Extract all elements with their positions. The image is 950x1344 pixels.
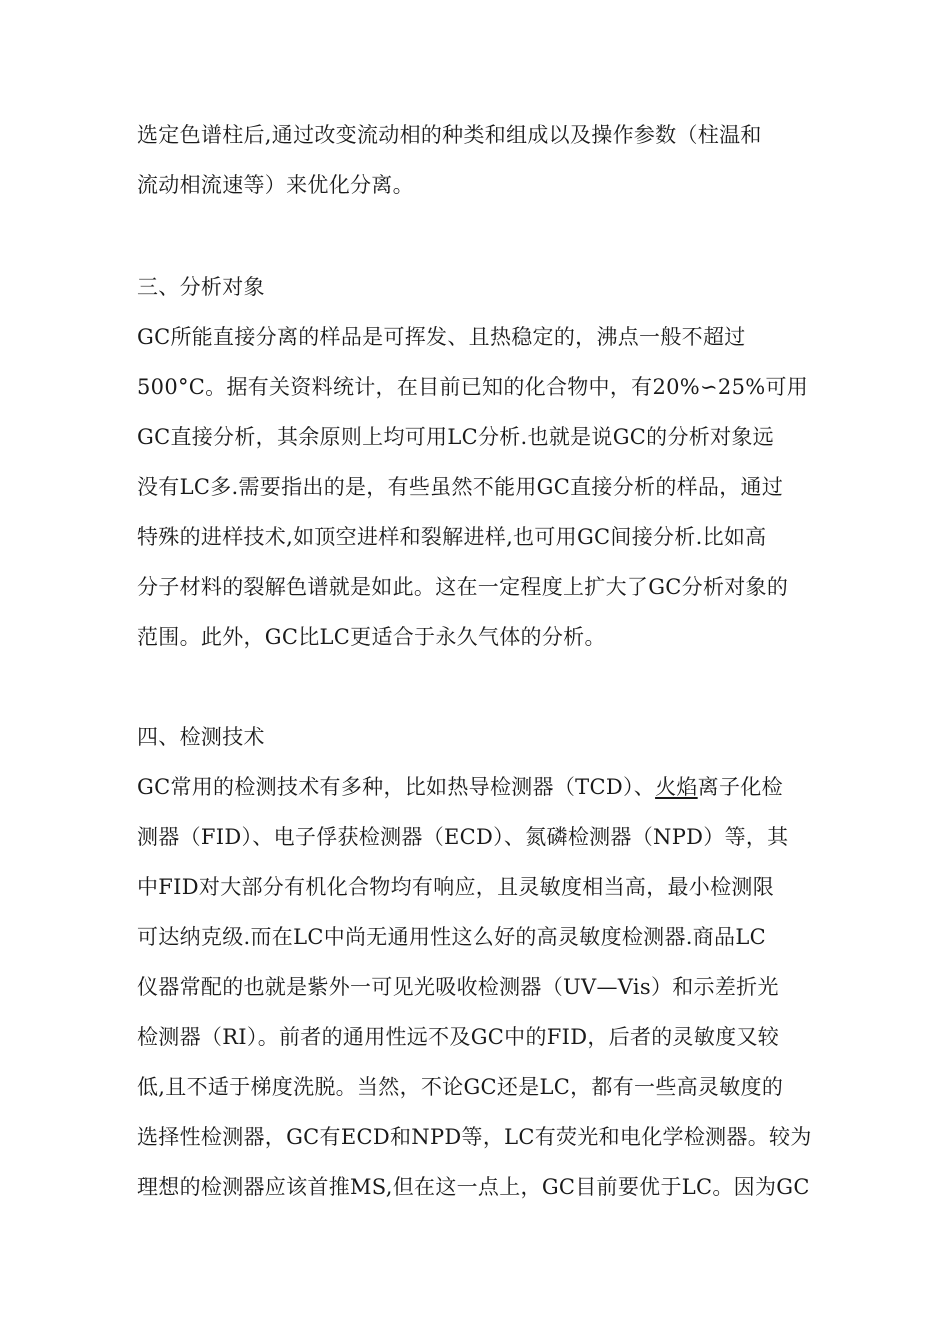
line-text: 离子化检 [697, 775, 783, 799]
intro-line-2: 流动相流速等）来优化分离。 [137, 173, 414, 197]
section-three-line-6: 分子材料的裂解色谱就是如此。这在一定程度上扩大了GC分析对象的 [137, 575, 789, 599]
section-four-line-1 [137, 772, 783, 802]
section-three-heading: 三、分析对象 [137, 275, 265, 299]
section-four-line-8: 选择性检测器，GC有ECD和NPD等，LC有荧光和电化学检测器。较为 [137, 1125, 812, 1149]
section-three-line-3: GC直接分析，其余原则上均可用LC分析.也就是说GC的分析对象远 [137, 425, 774, 449]
section-three-line-5: 特殊的进样技术,如顶空进样和裂解进样,也可用GC间接分析.比如高 [137, 525, 767, 549]
section-four-line-9: 理想的检测器应该首推MS,但在这一点上，GC目前要优于LC。因为GC [137, 1175, 810, 1199]
intro-line-1: 选定色谱柱后,通过改变流动相的种类和组成以及操作参数（柱温和 [137, 123, 762, 147]
section-four-line-2: 测器（FID）、电子俘获检测器（ECD）、氮磷检测器（NPD）等，其 [137, 825, 789, 849]
section-four-line-4: 可达纳克级.而在LC中尚无通用性这么好的高灵敏度检测器.商品LC [137, 925, 766, 949]
section-four-line-7: 低,且不适于梯度洗脱。当然，不论GC还是LC，都有一些高灵敏度的 [137, 1075, 784, 1099]
line-text: GC常用的检测技术有多种，比如热导检测器（TCD）、 [137, 775, 656, 799]
flame-link[interactable]: 火焰 [655, 775, 698, 799]
section-four-line-3: 中FID对大部分有机化合物均有响应，且灵敏度相当高，最小检测限 [137, 875, 775, 899]
section-three-line-4: 没有LC多.需要指出的是，有些虽然不能用GC直接分析的样品，通过 [137, 475, 784, 499]
section-four-heading: 四、检测技术 [137, 725, 265, 749]
section-four-line-5: 仪器常配的也就是紫外一可见光吸收检测器（UV—Vis）和示差折光 [137, 975, 779, 999]
section-three-line-2: 500°C。据有关资料统计，在目前已知的化合物中，有20%∽25%可用 [137, 375, 809, 399]
section-three-line-1: GC所能直接分离的样品是可挥发、且热稳定的，沸点一般不超过 [137, 325, 746, 349]
section-four-line-6: 检测器（RI）。前者的通用性远不及GC中的FID，后者的灵敏度又较 [137, 1025, 780, 1049]
section-three-line-7: 范围。此外，GC比LC更适合于永久气体的分析。 [137, 625, 606, 649]
